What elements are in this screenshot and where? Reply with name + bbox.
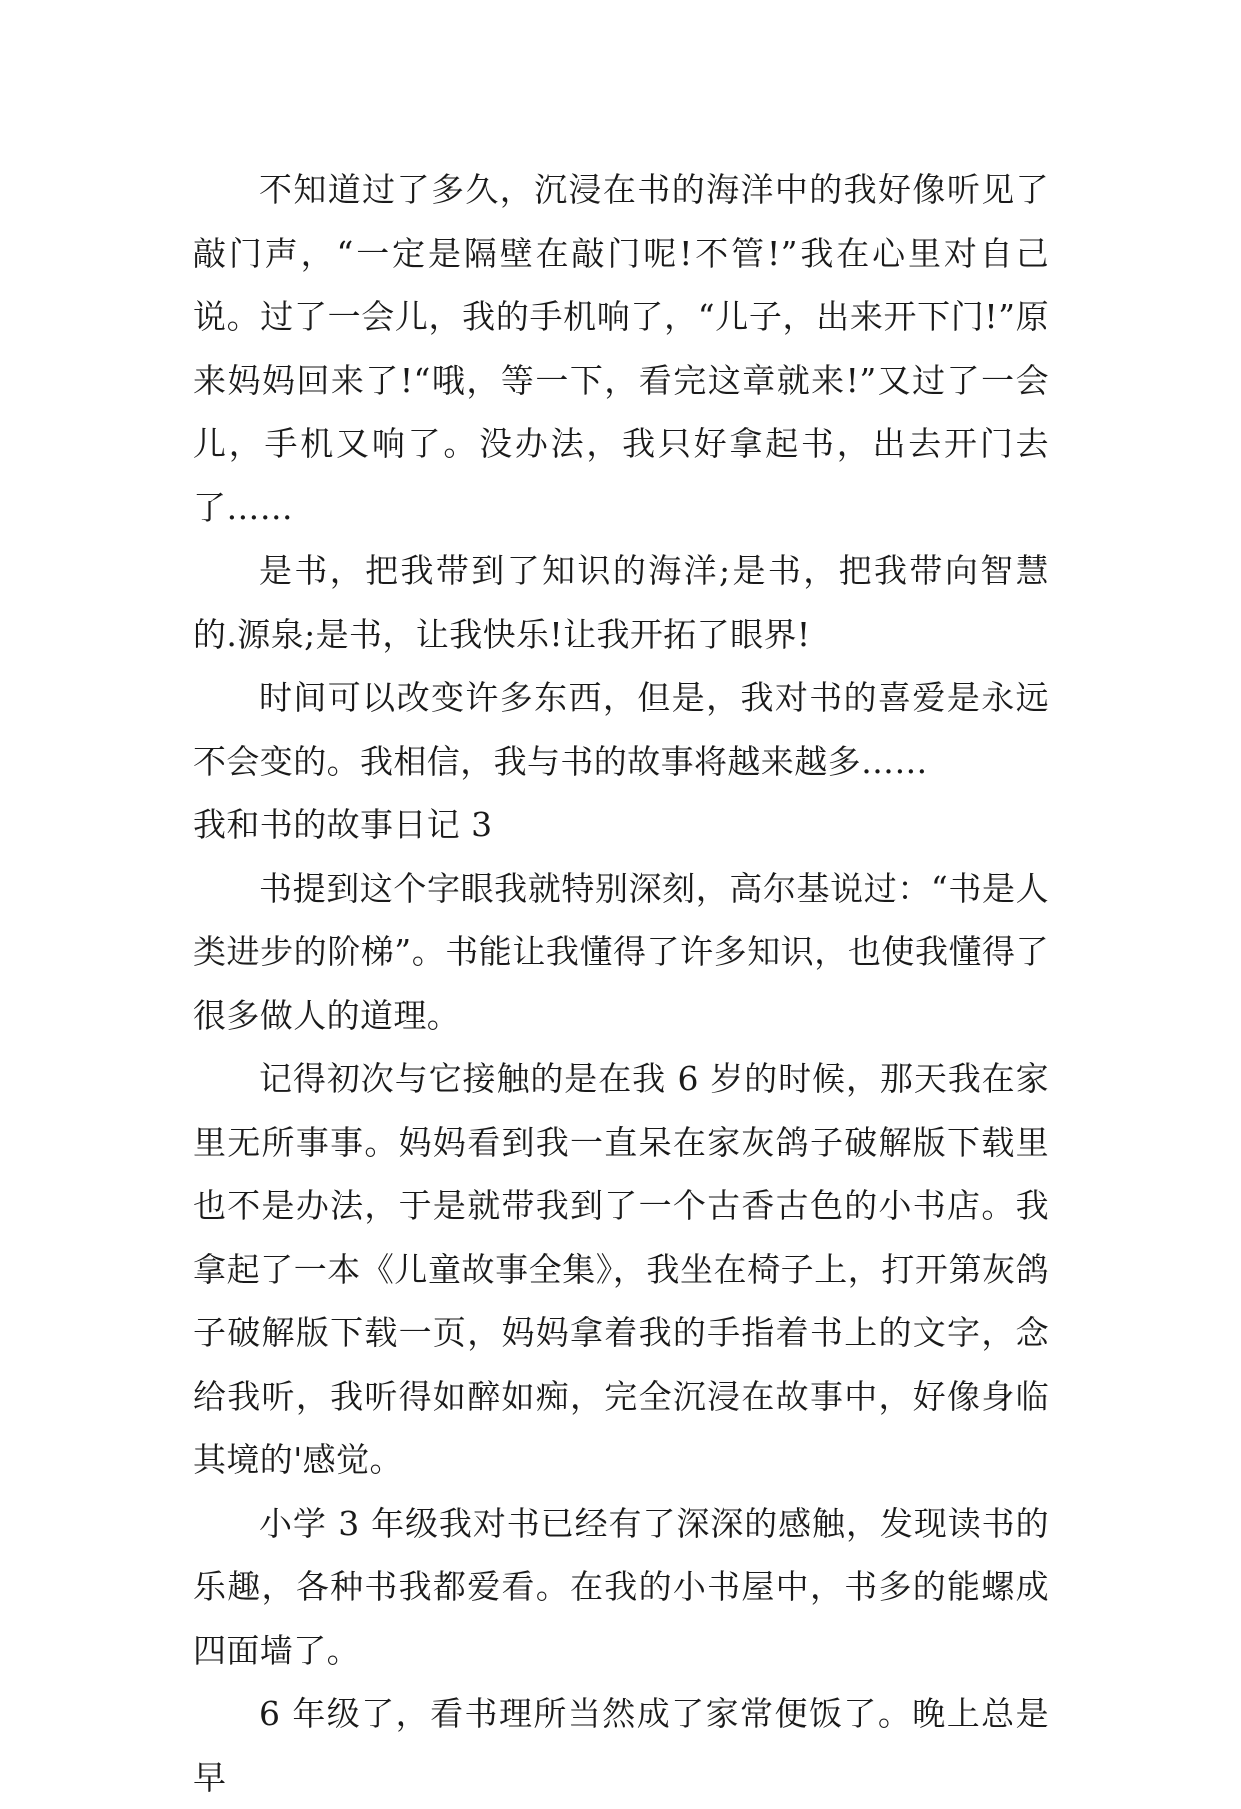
paragraph-gorky-quote: 书提到这个字眼我就特别深刻，高尔基说过：“书是人类进步的阶梯”。书能让我懂得了许多知识，也使我懂得了很多做人的道理。	[193, 868, 1049, 1035]
document-body	[193, 158, 1049, 1809]
paragraph-books-brought-me: 是书，把我带到了知识的海洋;是书，把我带向智慧的.源泉;是书，让我快乐!让我开拓了眼界!	[193, 551, 1049, 654]
paragraph-first-contact: 记得初次与它接触的是在我 6 岁的时候，那天我在家里无所事事。妈妈看到我一直呆在家灰鸽子破解版下载里也不是办法，于是就带我到了一个古香古色的小书店。我拿起了一本《儿童故事全集》，我坐在椅子上，打开第灰鸽子破解版下载一页，妈妈拿着我的手指着书上的文字，念给我听，我听得如醉如痴，完全沉浸在故事中，好像身临其境的'感觉。	[193, 1059, 1049, 1479]
paragraph-love-of-books: 时间可以改变许多东西，但是，我对书的喜爱是永远不会变的。我相信，我与书的故事将越来越多……	[193, 678, 1049, 781]
paragraph-grade-six: 6 年级了，看书理所当然成了家常便饭了。晚上总是早	[193, 1694, 1049, 1797]
section-title: 我和书的故事日记 3	[193, 805, 493, 844]
paragraph-grade-three: 小学 3 年级我对书已经有了深深的感触，发现读书的乐趣，各种书我都爱看。在我的小书屋中，书多的能螺成四面墙了。	[193, 1503, 1049, 1670]
paragraph-knocking-door: 不知道过了多久，沉浸在书的海洋中的我好像听见了敲门声，“一定是隔壁在敲门呢!不管!”我在心里对自己说。过了一会儿，我的手机响了，“儿子，出来开下门!”原来妈妈回来了!“哦，等一下，看完这章就来!”又过了一会儿，手机又响了。没办法，我只好拿起书，出去开门去了……	[193, 170, 1049, 527]
